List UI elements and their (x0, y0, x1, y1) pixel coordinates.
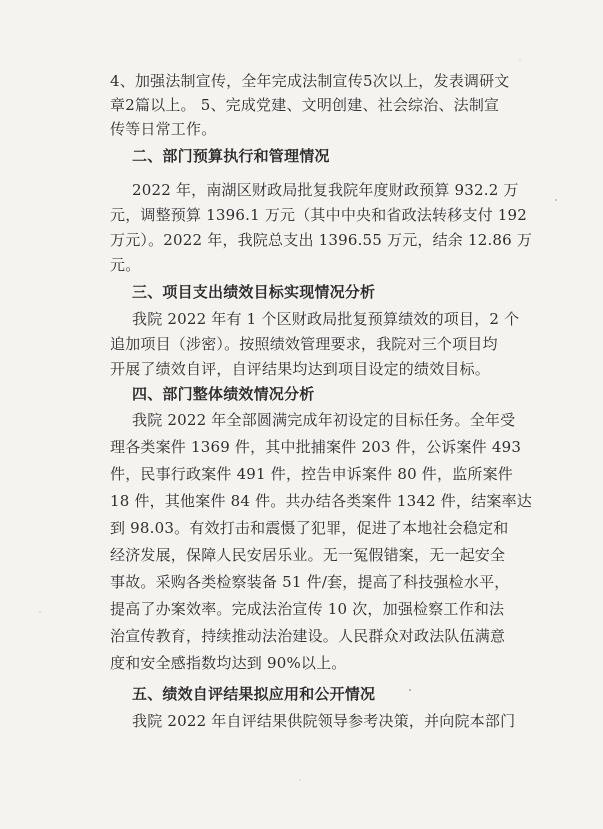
text-line: 经济发展，保障人民安居乐业。无一冤假错案，无一起安全 (110, 546, 506, 564)
section-heading: 三、项目支出绩效目标实现情况分析 (132, 283, 376, 301)
text-line: 提高了办案效率。完成法治宣传 10 次，加强检察工作和法 (110, 600, 505, 618)
text-line: 2022 年，南湖区财政局批复我院年度财政预算 932.2 万 (132, 181, 519, 199)
text-line: 开展了绩效自评，自评结果均达到项目设定的绩效目标。 (110, 360, 491, 378)
text-line: 18 件，其他案件 84 件。共办结各类案件 1342 件，结案率达 (110, 492, 532, 510)
text-line: 我院 2022 年自评结果供院领导参考决策，并向院本部门 (132, 712, 516, 730)
text-line: 理各类案件 1369 件，其中批捕案件 203 件，公诉案件 493 (110, 438, 522, 456)
section-heading: 二、部门预算执行和管理情况 (132, 147, 330, 165)
section-heading: 四、部门整体绩效情况分析 (132, 385, 315, 403)
text-line: 件，民事行政案件 491 件，控告申诉案件 80 件，监所案件 (110, 465, 513, 483)
text-line: 度和安全感指数均达到 90%以上。 (110, 654, 347, 672)
text-line: 我院 2022 年有 1 个区财政局批复预算绩效的项目，2 个 (132, 310, 520, 328)
text-line: 章2篇以上。 5、完成党建、文明创建、社会综治、法制宣 (110, 96, 500, 114)
text-line: 元，调整预算 1396.1 万元（其中中央和省政法转移支付 192 (110, 206, 528, 224)
text-line: 治宣传教育，持续推动法治建设。人民群众对政法队伍满意 (110, 627, 506, 645)
text-line: 万元）。2022 年，我院总支出 1396.55 万元，结余 12.86 万 (110, 231, 533, 249)
text-line: 我院 2022 年全部圆满完成年初设定的目标任务。全年受 (132, 411, 516, 429)
text-line: 元。 (110, 256, 141, 274)
text-line: 追加项目（涉密）。按照绩效管理要求，我院对三个项目均 (110, 335, 498, 353)
text-line: 传等日常工作。 (110, 120, 217, 138)
text-line: 4、加强法制宣传，全年完成法制宣传5次以上，发表调研文 (110, 72, 510, 90)
text-line: 事故。采购各类检察装备 51 件/套，提高了科技强检水平， (110, 573, 510, 591)
text-line: 到 98.03。有效打击和震慑了犯罪，促进了本地社会稳定和 (110, 519, 509, 537)
section-heading: 五、绩效自评结果拟应用和公开情况 (132, 685, 376, 703)
